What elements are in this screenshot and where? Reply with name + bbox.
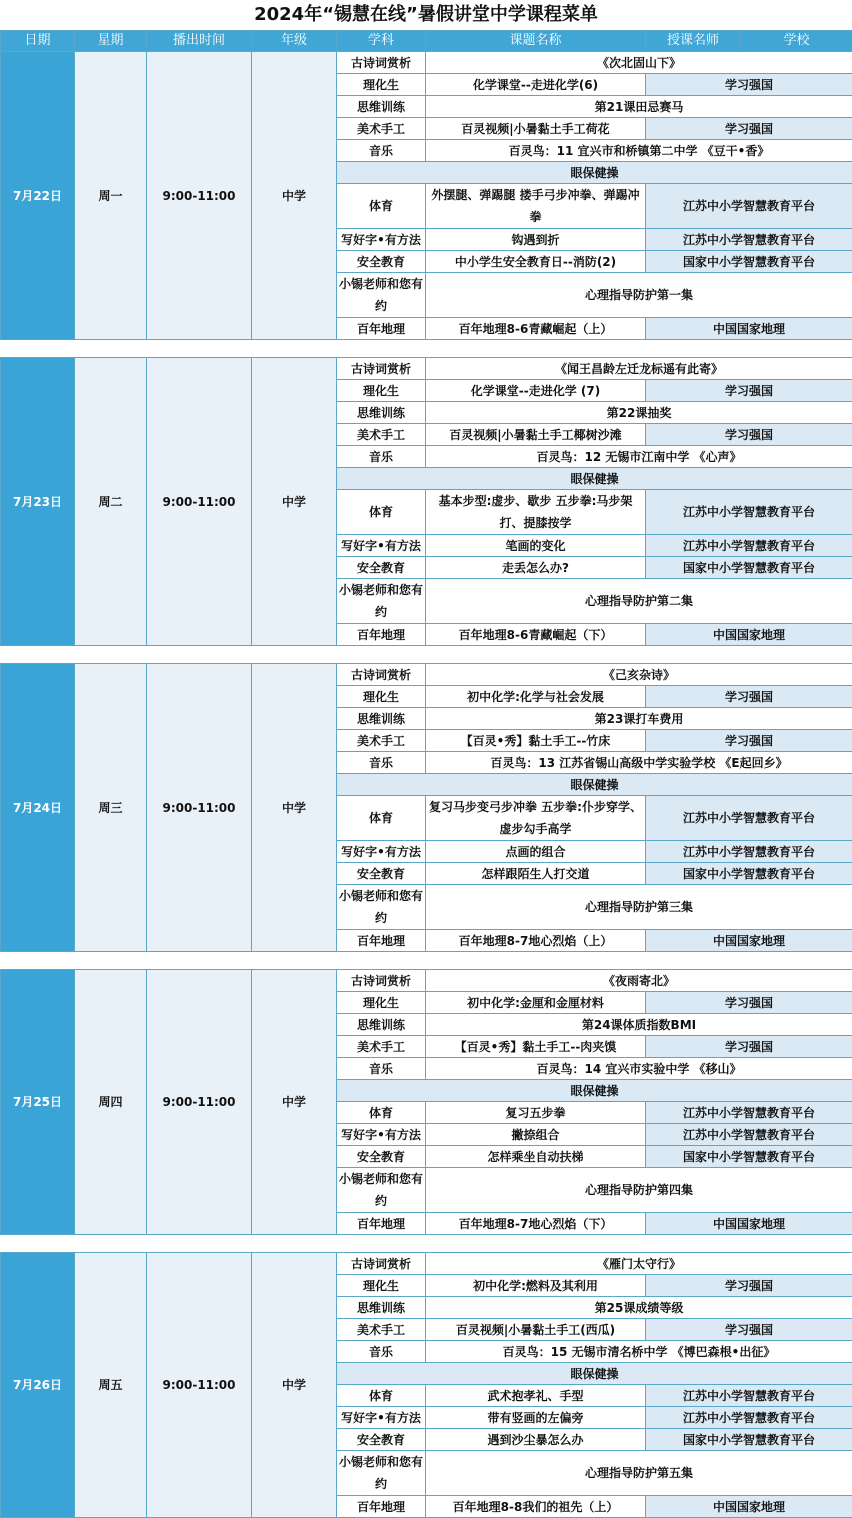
eye-exercise-cell: 眼保健操 <box>337 162 852 184</box>
subject-cell: 写好字•有方法 <box>337 1407 426 1429</box>
subject-cell: 音乐 <box>337 140 426 162</box>
source-cell: 江苏中小学智慧教育平台 <box>646 1124 852 1146</box>
day-time: 9:00-11:00 <box>147 664 252 952</box>
source-cell: 国家中小学智慧教育平台 <box>646 863 852 885</box>
topic-cell: 基本步型:虚步、歇步 五步拳:马步架打、提膝按学 <box>426 490 646 535</box>
day-grade: 中学 <box>252 664 337 952</box>
schedule-table <box>0 30 852 1518</box>
subject-cell: 体育 <box>337 490 426 535</box>
day-weekday: 周三 <box>75 664 147 952</box>
source-cell: 中国国家地理 <box>646 1496 852 1518</box>
subject-cell: 思维训练 <box>337 1014 426 1036</box>
topic-cell: 百年地理8-6青藏崛起（上） <box>426 318 646 340</box>
day-date: 7月25日 <box>1 970 75 1235</box>
subject-cell: 写好字•有方法 <box>337 229 426 251</box>
day-date: 7月24日 <box>1 664 75 952</box>
subject-cell: 思维训练 <box>337 1297 426 1319</box>
subject-cell: 美术手工 <box>337 118 426 140</box>
subject-cell: 理化生 <box>337 1275 426 1297</box>
subject-cell: 小锡老师和您有约 <box>337 1168 426 1213</box>
topic-cell: 百年地理8-6青藏崛起（下） <box>426 624 646 646</box>
subject-cell: 百年地理 <box>337 624 426 646</box>
topic-cell: 怎样乘坐自动扶梯 <box>426 1146 646 1168</box>
topic-cell: 心理指导防护第一集 <box>426 273 852 318</box>
day-time: 9:00-11:00 <box>147 970 252 1235</box>
separator-cell <box>1 952 852 970</box>
topic-cell: 百灵鸟：15 无锡市清名桥中学 《博巴森根•出征》 <box>426 1341 852 1363</box>
schedule-body <box>1 52 852 1518</box>
day-weekday: 周五 <box>75 1253 147 1518</box>
topic-cell: 《夜雨寄北》 <box>426 970 852 992</box>
source-cell: 江苏中小学智慧教育平台 <box>646 490 852 535</box>
subject-cell: 小锡老师和您有约 <box>337 273 426 318</box>
source-cell: 江苏中小学智慧教育平台 <box>646 841 852 863</box>
subject-cell: 思维训练 <box>337 708 426 730</box>
source-cell: 中国国家地理 <box>646 318 852 340</box>
subject-cell: 理化生 <box>337 992 426 1014</box>
day-separator <box>1 340 852 358</box>
subject-cell: 百年地理 <box>337 930 426 952</box>
topic-cell: 百灵视频|小暑黏土手工椰树沙滩 <box>426 424 646 446</box>
topic-cell: 《闻王昌龄左迁龙标遥有此寄》 <box>426 358 852 380</box>
topic-cell: 百年地理8-7地心烈焰（上） <box>426 930 646 952</box>
table-row <box>1 970 852 992</box>
source-cell: 国家中小学智慧教育平台 <box>646 1429 852 1451</box>
topic-cell: 百灵视频|小暑黏土手工(西瓜) <box>426 1319 646 1341</box>
topic-cell: 怎样跟陌生人打交道 <box>426 863 646 885</box>
topic-cell: 【百灵•秀】黏土手工--肉夹馍 <box>426 1036 646 1058</box>
topic-cell: 带有竖画的左偏旁 <box>426 1407 646 1429</box>
day-time: 9:00-11:00 <box>147 52 252 340</box>
topic-cell: 心理指导防护第五集 <box>426 1451 852 1496</box>
topic-cell: 笔画的变化 <box>426 535 646 557</box>
subject-cell: 小锡老师和您有约 <box>337 885 426 930</box>
subject-cell: 百年地理 <box>337 1496 426 1518</box>
topic-cell: 初中化学:燃料及其利用 <box>426 1275 646 1297</box>
header-subject: 学科 <box>337 31 426 52</box>
source-cell: 国家中小学智慧教育平台 <box>646 1146 852 1168</box>
subject-cell: 体育 <box>337 184 426 229</box>
table-row <box>1 1253 852 1275</box>
topic-cell: 第23课打车费用 <box>426 708 852 730</box>
topic-cell: 中小学生安全教育日--消防(2) <box>426 251 646 273</box>
subject-cell: 美术手工 <box>337 730 426 752</box>
topic-cell: 遇到沙尘暴怎么办 <box>426 1429 646 1451</box>
topic-cell: 百灵鸟：12 无锡市江南中学 《心声》 <box>426 446 852 468</box>
source-cell: 中国国家地理 <box>646 930 852 952</box>
topic-cell: 化学课堂--走进化学(6) <box>426 74 646 96</box>
source-cell: 学习强国 <box>646 1319 852 1341</box>
eye-exercise-cell: 眼保健操 <box>337 1363 852 1385</box>
subject-cell: 美术手工 <box>337 1036 426 1058</box>
topic-cell: 第22课抽奖 <box>426 402 852 424</box>
topic-cell: 《次北固山下》 <box>426 52 852 74</box>
header-date: 日期 <box>1 31 75 52</box>
topic-cell: 心理指导防护第四集 <box>426 1168 852 1213</box>
table-row <box>1 664 852 686</box>
subject-cell: 理化生 <box>337 686 426 708</box>
topic-cell: 复习五步拳 <box>426 1102 646 1124</box>
source-cell: 江苏中小学智慧教育平台 <box>646 229 852 251</box>
subject-cell: 写好字•有方法 <box>337 1124 426 1146</box>
eye-exercise-cell: 眼保健操 <box>337 1080 852 1102</box>
subject-cell: 安全教育 <box>337 1146 426 1168</box>
topic-cell: 【百灵•秀】黏土手工--竹床 <box>426 730 646 752</box>
source-cell: 学习强国 <box>646 686 852 708</box>
subject-cell: 古诗词赏析 <box>337 664 426 686</box>
source-cell: 中国国家地理 <box>646 624 852 646</box>
header-school: 学校 <box>741 31 852 52</box>
subject-cell: 安全教育 <box>337 557 426 579</box>
day-grade: 中学 <box>252 358 337 646</box>
topic-cell: 点画的组合 <box>426 841 646 863</box>
day-weekday: 周四 <box>75 970 147 1235</box>
subject-cell: 古诗词赏析 <box>337 970 426 992</box>
page-title: 2024年“锡慧在线”暑假讲堂中学课程菜单 <box>0 0 852 30</box>
header-weekday: 星期 <box>75 31 147 52</box>
header-time: 播出时间 <box>147 31 252 52</box>
source-cell: 国家中小学智慧教育平台 <box>646 557 852 579</box>
eye-exercise-cell: 眼保健操 <box>337 774 852 796</box>
topic-cell: 百年地理8-7地心烈焰（下） <box>426 1213 646 1235</box>
source-cell: 学习强国 <box>646 730 852 752</box>
source-cell: 学习强国 <box>646 74 852 96</box>
topic-cell: 走丢怎么办? <box>426 557 646 579</box>
day-grade: 中学 <box>252 970 337 1235</box>
table-row <box>1 52 852 74</box>
source-cell: 学习强国 <box>646 118 852 140</box>
topic-cell: 初中化学:化学与社会发展 <box>426 686 646 708</box>
subject-cell: 安全教育 <box>337 251 426 273</box>
subject-cell: 音乐 <box>337 752 426 774</box>
subject-cell: 音乐 <box>337 1058 426 1080</box>
topic-cell: 初中化学:金厘和金厘材料 <box>426 992 646 1014</box>
topic-cell: 《己亥杂诗》 <box>426 664 852 686</box>
topic-cell: 第25课成绩等级 <box>426 1297 852 1319</box>
subject-cell: 古诗词赏析 <box>337 52 426 74</box>
topic-cell: 复习马步变弓步冲拳 五步拳:仆步穿学、虚步勾手高学 <box>426 796 646 841</box>
source-cell: 学习强国 <box>646 380 852 402</box>
day-separator <box>1 952 852 970</box>
topic-cell: 撇捺组合 <box>426 1124 646 1146</box>
day-date: 7月26日 <box>1 1253 75 1518</box>
day-weekday: 周一 <box>75 52 147 340</box>
subject-cell: 安全教育 <box>337 1429 426 1451</box>
subject-cell: 百年地理 <box>337 1213 426 1235</box>
subject-cell: 音乐 <box>337 1341 426 1363</box>
topic-cell: 百灵鸟：14 宜兴市实验中学 《移山》 <box>426 1058 852 1080</box>
source-cell: 江苏中小学智慧教育平台 <box>646 796 852 841</box>
source-cell: 江苏中小学智慧教育平台 <box>646 1385 852 1407</box>
source-cell: 江苏中小学智慧教育平台 <box>646 535 852 557</box>
separator-cell <box>1 1235 852 1253</box>
subject-cell: 体育 <box>337 1102 426 1124</box>
topic-cell: 外摆腿、弹踢腿 搂手弓步冲拳、弹踢冲拳 <box>426 184 646 229</box>
table-row <box>1 358 852 380</box>
subject-cell: 美术手工 <box>337 1319 426 1341</box>
source-cell: 中国国家地理 <box>646 1213 852 1235</box>
source-cell: 江苏中小学智慧教育平台 <box>646 1102 852 1124</box>
source-cell: 学习强国 <box>646 1275 852 1297</box>
topic-cell: 第24课体质指数BMI <box>426 1014 852 1036</box>
day-separator <box>1 646 852 664</box>
header-teacher: 授课名师 <box>646 31 741 52</box>
topic-cell: 心理指导防护第二集 <box>426 579 852 624</box>
source-cell: 学习强国 <box>646 1036 852 1058</box>
topic-cell: 百灵鸟：13 江苏省锡山高级中学实验学校 《E起回乡》 <box>426 752 852 774</box>
source-cell: 学习强国 <box>646 424 852 446</box>
topic-cell: 百灵视频|小暑黏土手工荷花 <box>426 118 646 140</box>
subject-cell: 思维训练 <box>337 96 426 118</box>
separator-cell <box>1 646 852 664</box>
topic-cell: 《雁门太守行》 <box>426 1253 852 1275</box>
subject-cell: 写好字•有方法 <box>337 535 426 557</box>
topic-cell: 百灵鸟：11 宜兴市和桥镇第二中学 《豆干•香》 <box>426 140 852 162</box>
day-date: 7月23日 <box>1 358 75 646</box>
day-separator <box>1 1235 852 1253</box>
day-time: 9:00-11:00 <box>147 358 252 646</box>
day-grade: 中学 <box>252 52 337 340</box>
subject-cell: 体育 <box>337 796 426 841</box>
header-grade: 年级 <box>252 31 337 52</box>
subject-cell: 理化生 <box>337 74 426 96</box>
source-cell: 国家中小学智慧教育平台 <box>646 251 852 273</box>
subject-cell: 安全教育 <box>337 863 426 885</box>
subject-cell: 音乐 <box>337 446 426 468</box>
topic-cell: 化学课堂--走进化学 (7) <box>426 380 646 402</box>
subject-cell: 写好字•有方法 <box>337 841 426 863</box>
topic-cell: 第21课田忌赛马 <box>426 96 852 118</box>
subject-cell: 小锡老师和您有约 <box>337 579 426 624</box>
subject-cell: 百年地理 <box>337 318 426 340</box>
header-topic: 课题名称 <box>426 31 646 52</box>
source-cell: 江苏中小学智慧教育平台 <box>646 1407 852 1429</box>
subject-cell: 美术手工 <box>337 424 426 446</box>
topic-cell: 百年地理8-8我们的祖先（上） <box>426 1496 646 1518</box>
subject-cell: 体育 <box>337 1385 426 1407</box>
subject-cell: 古诗词赏析 <box>337 358 426 380</box>
topic-cell: 钩遇到折 <box>426 229 646 251</box>
day-grade: 中学 <box>252 1253 337 1518</box>
separator-cell <box>1 340 852 358</box>
source-cell: 学习强国 <box>646 992 852 1014</box>
topic-cell: 心理指导防护第三集 <box>426 885 852 930</box>
subject-cell: 理化生 <box>337 380 426 402</box>
subject-cell: 小锡老师和您有约 <box>337 1451 426 1496</box>
day-time: 9:00-11:00 <box>147 1253 252 1518</box>
eye-exercise-cell: 眼保健操 <box>337 468 852 490</box>
subject-cell: 思维训练 <box>337 402 426 424</box>
subject-cell: 古诗词赏析 <box>337 1253 426 1275</box>
day-date: 7月22日 <box>1 52 75 340</box>
source-cell: 江苏中小学智慧教育平台 <box>646 184 852 229</box>
header-row <box>1 31 852 52</box>
day-weekday: 周二 <box>75 358 147 646</box>
topic-cell: 武术抱孝礼、手型 <box>426 1385 646 1407</box>
